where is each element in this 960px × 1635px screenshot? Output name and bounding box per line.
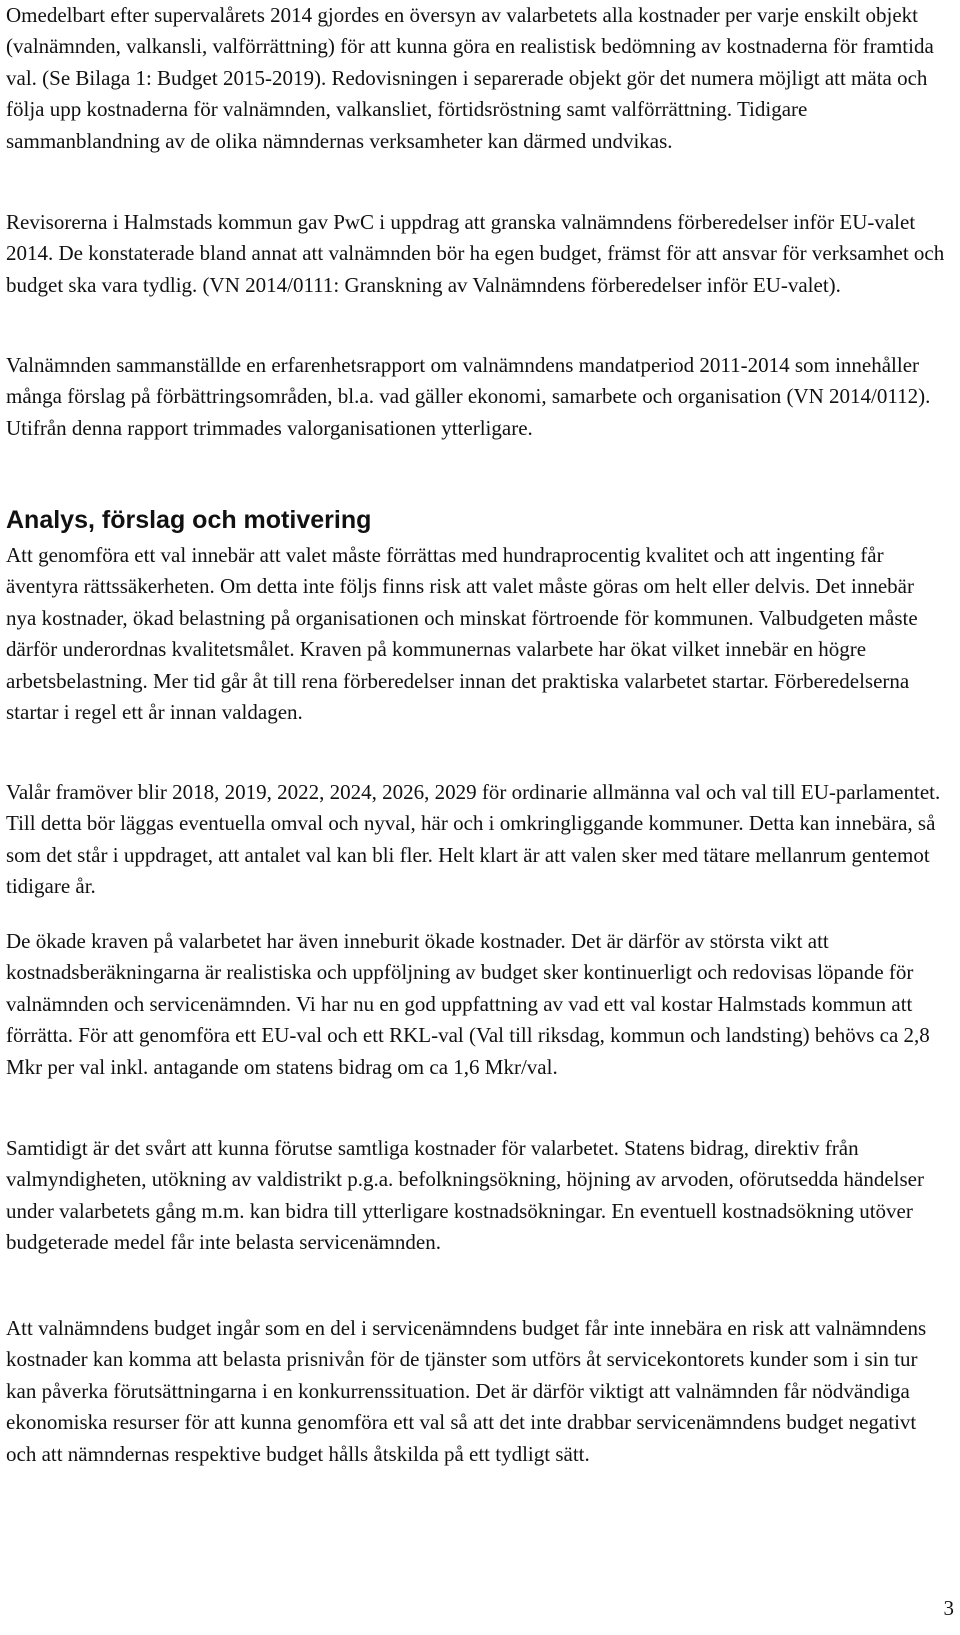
paragraph-costs: De ökade kraven på valarbetet har även inneburit ökade kostnader. Det är därför av största vikt att kostnadsberäkningarna är realistiska och uppföljning av budget sker kontinuerligt och redovisas löpande för valnämnden och servicenämnden. Vi har nu en god uppfattning av vad ett val kostar Halmstads kommun att förrätta. För att genomföra ett EU-val och ett RKL-val (Val till riksdag, kommun och landsting) behövs ca 2,8 Mkr per val inkl. antagande om statens bidrag om ca 1,6 Mkr/val.: [6, 929, 930, 1079]
paragraph-budget-separation: Att valnämndens budget ingår som en del i servicenämndens budget får inte innebära en risk att valnämndens kostnader kan komma att belasta prisnivån för de tjänster som utförs åt servicekontorets kunder som i sin tur kan påverka förutsättningarna i en konkurrenssituation. Det är därför viktigt att valnämnden får nödvändiga ekonomiska resurser för att kunna genomföra ett val så att det inte drabbar servicenämndens budget negativt och att nämndernas respektive budget hålls åtskilda på ett tydligt sätt.: [6, 1316, 927, 1466]
paragraph-election-years: Valår framöver blir 2018, 2019, 2022, 2024, 2026, 2029 för ordinarie allmänna val och val till EU-parlamentet. Till detta bör läggas eventuella omval och nyval, här och i omkringliggande kommuner. Detta kan innebära, så som det står i uppdraget, att antalet val kan bli fler. Helt klart är att valen sker med tätare mellanrum gentemot tidigare år.: [6, 780, 941, 899]
paragraph-budget-review: Omedelbart efter supervalårets 2014 gjordes en översyn av valarbetets alla kostnader per varje enskilt objekt (valnämnden, valkansli, valförrättning) för att kunna göra en realistisk bedömning av kostnaderna för framtida val. (Se Bilaga 1: Budget 2015-2019). Redovisningen i separerade objekt gör det numera möjligt att mäta och följa upp kostnaderna för valnämnden, valkansliet, förtidsröstning samt valförrättning. Tidigare sammanblandning av de olika nämndernas verksamheter kan därmed undvikas.: [6, 3, 934, 153]
section-heading-analysis: Analys, förslag och motivering: [6, 506, 372, 534]
paragraph-audit: Revisorerna i Halmstads kommun gav PwC i uppdrag att granska valnämndens förberedelser inför EU-valet 2014. De konstaterade bland annat att valnämnden bör ha egen budget, främst för att ansvar för verksamhet och budget ska vara tydlig. (VN 2014/0111: Granskning av Valnämndens förberedelser inför EU-valet).: [6, 210, 945, 297]
paragraph-experience-report: Valnämnden sammanställde en erfarenhetsrapport om valnämndens mandatperiod 2011-2014 som innehåller många förslag på förbättringsområden, bl.a. vad gäller ekonomi, samarbete och organisation (VN 2014/0112). Utifrån denna rapport trimmades valorganisationen ytterligare.: [6, 353, 931, 440]
paragraph-uncertainty: Samtidigt är det svårt att kunna förutse samtliga kostnader för valarbetet. Statens bidrag, direktiv från valmyndigheten, utökning av valdistrikt p.g.a. befolkningsökning, höjning av arvoden, oförutsedda händelser under valarbetets gång m.m. kan bidra till ytterligare kostnadsökningar. En eventuell kostnadsökning utöver budgeterade medel får inte belasta servicenämnden.: [6, 1136, 924, 1255]
page-number: 3: [943, 1596, 954, 1620]
paragraph-quality: Att genomföra ett val innebär att valet måste förrättas med hundraprocentig kvalitet och att ingenting får äventyra rättssäkerheten. Om detta inte följs finns risk att valet måste göras om helt eller delvis. Det innebär nya kostnader, ökad belastning på organisationen och minskat förtroende för kommunen. Valbudgeten måste därför underordnas kvalitetsmålet. Kraven på kommunernas valarbete har ökat vilket innebär en högre arbetsbelastning. Mer tid går åt till rena förberedelser innan det praktiska valarbetet startar. Förberedelserna startar i regel ett år innan valdagen.: [6, 543, 918, 725]
